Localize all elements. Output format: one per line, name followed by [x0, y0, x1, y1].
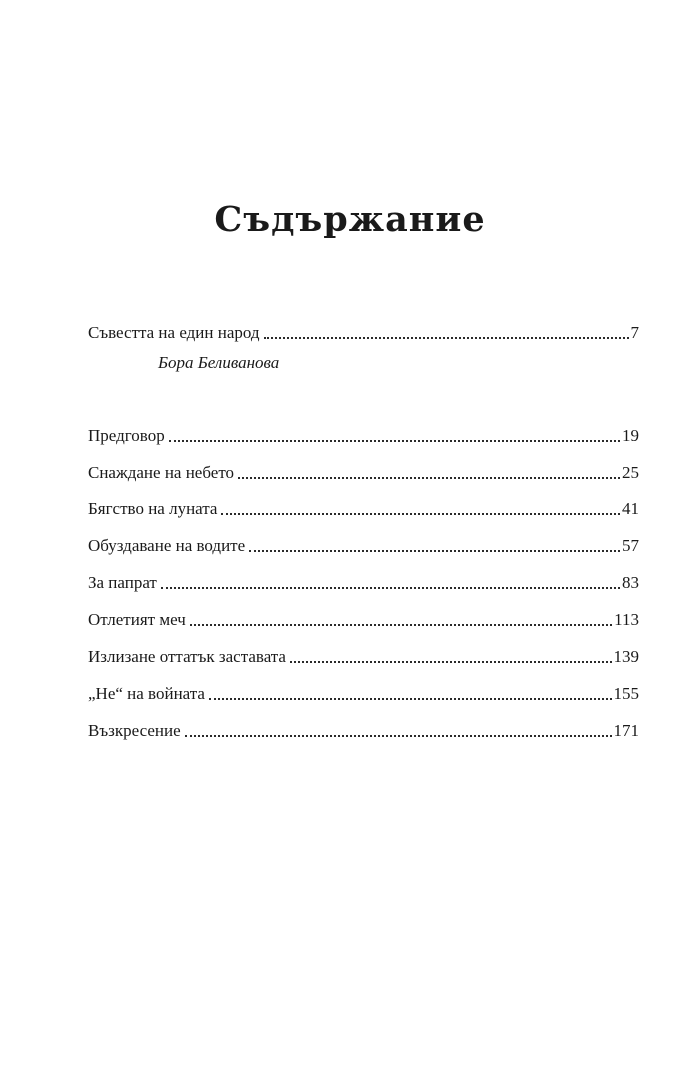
dot-leader — [185, 735, 612, 737]
toc-entry-page: 41 — [622, 499, 639, 518]
toc-entry-label: Отлетият меч — [88, 610, 186, 629]
toc-entry-label: Съвестта на един народ — [88, 323, 260, 342]
toc-entry-label: Снаждане на небето — [88, 463, 235, 482]
dot-leader — [161, 587, 620, 589]
page-title: Съдържание — [214, 199, 486, 240]
toc-entry-label: За папрат — [88, 573, 157, 592]
toc-entry[interactable] — [88, 424, 639, 448]
dot-leader — [190, 624, 612, 626]
toc-entry-page: 57 — [622, 536, 639, 555]
toc-entry-label: „Не“ на войната — [88, 684, 205, 703]
toc-entry[interactable] — [88, 719, 639, 743]
toc-entry-label: Излизане оттатък заставата — [88, 647, 286, 666]
dot-leader — [290, 661, 612, 663]
dot-leader — [264, 337, 629, 339]
toc-entry-page: 171 — [613, 721, 639, 740]
toc-entry[interactable] — [88, 571, 639, 595]
toc-entry[interactable] — [88, 608, 639, 632]
toc-entry[interactable] — [88, 461, 639, 485]
dot-leader — [209, 698, 612, 700]
toc-entry-page: 7 — [630, 323, 639, 342]
toc-entry-page: 19 — [622, 426, 639, 445]
toc-entry-page: 25 — [622, 463, 639, 482]
toc-entry-label: Бягство на луната — [88, 499, 218, 518]
toc-entry-foreword[interactable] — [88, 321, 639, 345]
dot-leader — [169, 440, 620, 442]
toc-entry[interactable] — [88, 645, 639, 669]
toc-entry-label: Обуздаване на водите — [88, 536, 246, 555]
dot-leader — [249, 550, 620, 552]
toc-entry-page: 155 — [613, 684, 639, 703]
foreword-author: Бора Беливанова — [158, 353, 280, 372]
toc-entry[interactable] — [88, 534, 639, 558]
dot-leader — [238, 477, 620, 479]
toc-entry[interactable] — [88, 682, 639, 706]
toc-entry[interactable] — [88, 497, 639, 521]
toc-entry-page: 83 — [622, 573, 639, 592]
dot-leader — [221, 513, 620, 515]
toc-entry-page: 139 — [613, 647, 639, 666]
toc-entry-page: 113 — [614, 610, 639, 629]
toc-entry-label: Възкресение — [88, 721, 181, 740]
toc-entry-label: Предговор — [88, 426, 165, 445]
